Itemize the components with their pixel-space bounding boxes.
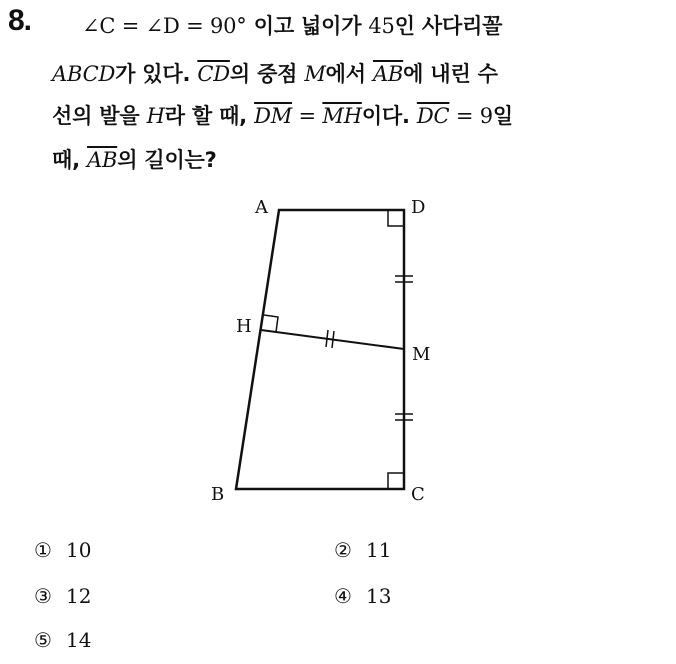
equals-sign: =	[292, 104, 323, 128]
choice-5[interactable]	[34, 628, 91, 652]
label-h: H	[236, 316, 252, 337]
line3-text-d: 일	[492, 104, 513, 128]
label-d: D	[411, 197, 426, 218]
trapezoid-abcd	[236, 210, 404, 489]
choice-3-mark: ③	[34, 584, 52, 608]
right-angle-mark-c	[388, 473, 404, 489]
choice-2-value: 11	[366, 538, 392, 562]
point-m-text: M	[304, 62, 326, 86]
choice-5-mark: ⑤	[34, 628, 52, 652]
choice-4-mark: ④	[334, 584, 352, 608]
question-number: 8.	[8, 4, 32, 37]
label-m: M	[412, 344, 431, 365]
label-c: C	[411, 484, 425, 505]
line2-text-d: 에 내린 수	[403, 62, 498, 86]
angle-condition: ∠C = ∠D = 90°	[82, 14, 247, 38]
choice-1[interactable]	[34, 538, 91, 562]
choice-5-value: 14	[66, 628, 92, 652]
segment-ab-question: $\overline{AB}$	[86, 148, 118, 172]
line3-text-b: 라 할 때,	[164, 104, 255, 128]
line2-text-a: 가 있다.	[115, 62, 198, 86]
segment-dm: $\overline{DM}$	[254, 104, 293, 128]
right-angle-mark-h	[264, 315, 278, 332]
segment-mh: $\overline{MH}$	[322, 104, 362, 128]
choice-1-value: 10	[66, 538, 92, 562]
choice-4-value: 13	[366, 584, 392, 608]
choice-3[interactable]	[34, 584, 91, 608]
choice-1-mark: ①	[34, 538, 52, 562]
line3-text-c: 이다.	[361, 104, 417, 128]
line3-text-a: 선의 발을	[52, 104, 147, 128]
choice-2[interactable]	[334, 538, 391, 562]
choice-3-value: 12	[66, 584, 92, 608]
line1-text-a: 이고 넓이가	[246, 14, 369, 38]
segment-dc: $\overline{DC}$	[416, 104, 450, 128]
segment-cd: $\overline{CD}$	[197, 62, 230, 86]
point-h-text: H	[146, 104, 165, 128]
segment-ab: $\overline{AB}$	[372, 62, 404, 86]
quad-name: ABCD	[52, 62, 116, 86]
choice-4[interactable]	[334, 584, 391, 608]
choice-2-mark: ②	[334, 538, 352, 562]
label-b: B	[211, 484, 225, 505]
line4-text-b: 의 길이는?	[117, 148, 217, 172]
right-angle-mark-d	[388, 210, 404, 226]
dc-length: = 9	[449, 104, 493, 128]
area-value: 45	[368, 14, 395, 38]
label-a: A	[255, 197, 268, 218]
line1-text-b: 인 사다리꼴	[394, 14, 503, 38]
line2-text-c: 에서	[325, 62, 373, 86]
line4-text-a: 때,	[52, 148, 87, 172]
line2-text-b: 의 중점	[229, 62, 305, 86]
